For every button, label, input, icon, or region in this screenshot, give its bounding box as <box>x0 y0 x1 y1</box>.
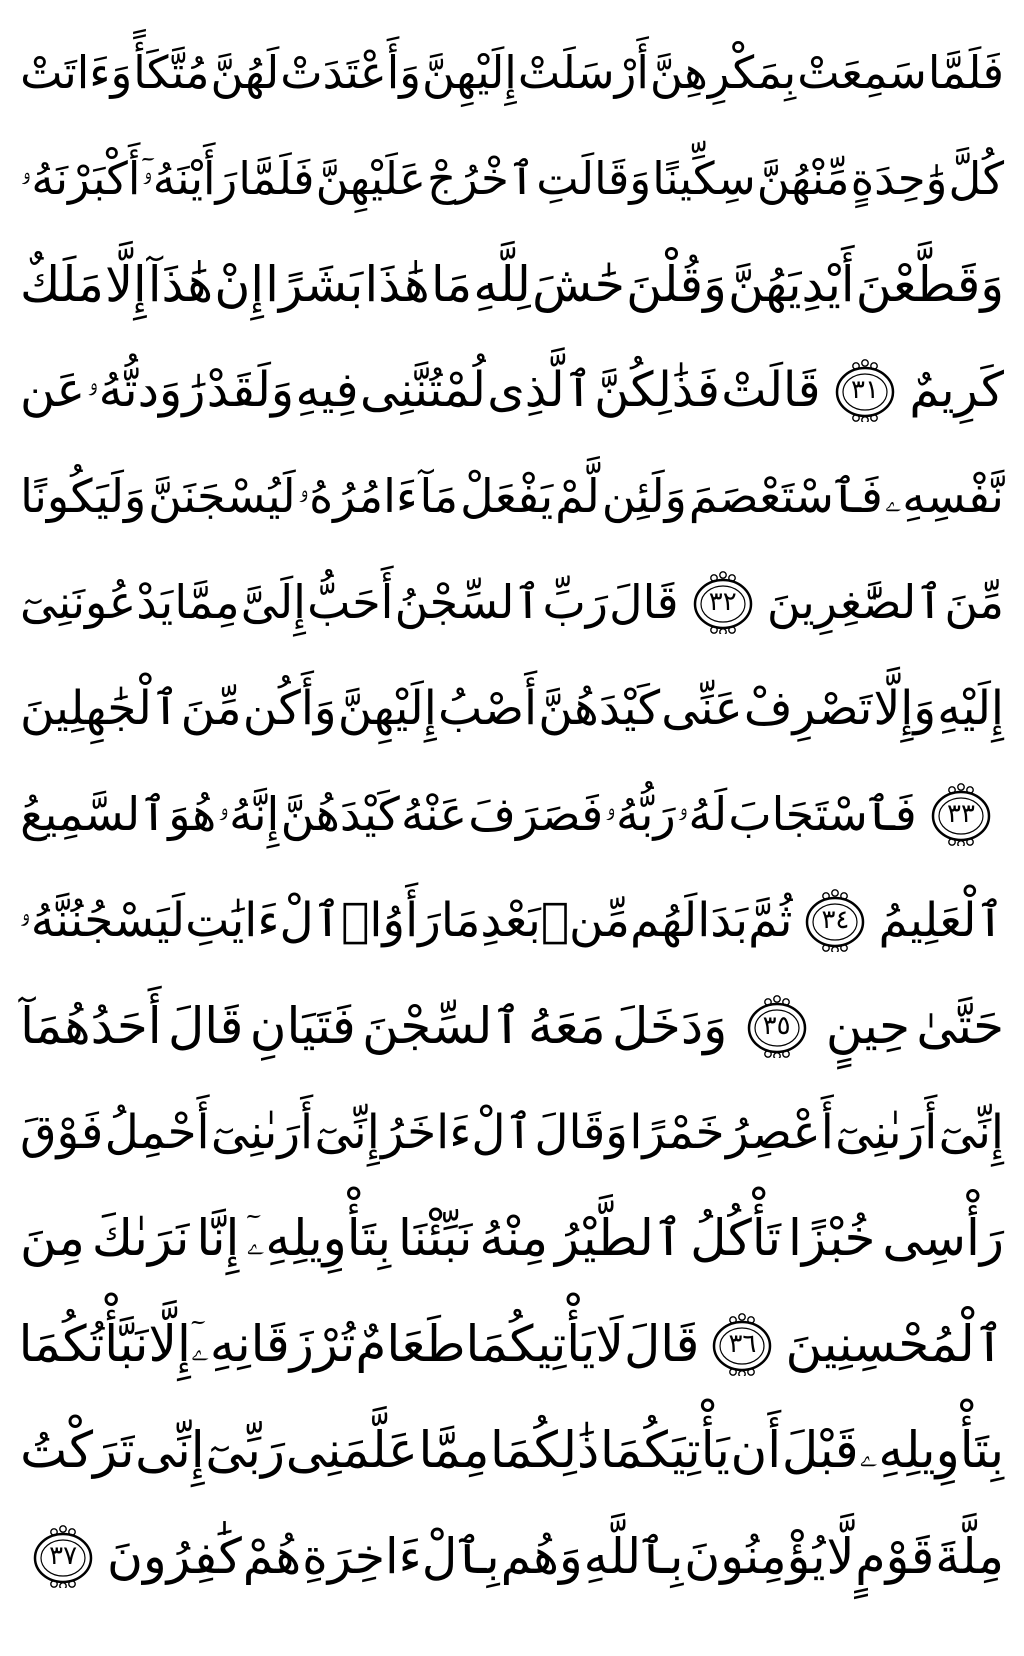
verse-word: عَنِّى <box>661 680 743 736</box>
ayah-number-marker <box>688 570 758 634</box>
verse-word: سَمِعَتْ <box>797 45 927 99</box>
verse-word: مِّنَ <box>944 575 1004 629</box>
verse-word: ذَٰلِكُمَا <box>490 1421 600 1479</box>
verse-word: فَصَرَفَ <box>468 787 604 841</box>
verse-word: لَيُسْجَنَنَّ <box>148 469 296 523</box>
verse-word: وَلَيَكُونًا <box>20 469 147 523</box>
verse-word: وَأَعْتَدَتْ <box>280 45 421 99</box>
verse-word: وَلَئِن <box>601 469 687 523</box>
verse-word: أَحَدُهُمَآ <box>20 997 162 1055</box>
verse-word: لِلَّهِ <box>473 255 531 313</box>
verse-word: إِنَّهُۥ <box>217 787 280 841</box>
verse-word: مُتَّكَأً <box>133 45 210 99</box>
verse-word: لَهُۥ <box>676 787 728 841</box>
verse-line <box>20 1504 1004 1608</box>
verse-word: إِنِّى <box>135 1421 205 1479</box>
verse-word: تَرَكْتُ <box>20 1421 135 1479</box>
verse-word: وَأَكُن <box>242 680 337 736</box>
verse-word: ٱلسَّمِيعُ <box>20 787 168 841</box>
verse-word: إِنَّا <box>196 1209 240 1267</box>
verse-word: مِلَّةَ <box>935 1527 1004 1585</box>
verse-word: ٱلْءَاخَرُ <box>381 1104 534 1160</box>
ayah-number: ٣٤ <box>821 905 850 935</box>
verse-line <box>20 1292 1004 1396</box>
verse-word: عَلَيْهِنَّ <box>315 151 426 205</box>
verse-word: ٱلسِّجْنَ <box>362 997 522 1055</box>
verse-word: فَلَمَّا <box>927 45 1004 99</box>
verse-word: عَنْهُ <box>401 787 468 841</box>
verse-line <box>20 1080 1004 1184</box>
verse-word: إِلَّا <box>148 1315 191 1373</box>
verse-word: حَٰشَ <box>532 255 625 313</box>
verse-word: مَآ <box>419 469 459 523</box>
verse-word: يَأْتِيكُمَا <box>465 1315 596 1373</box>
ayah-number: ٣٥ <box>762 1011 791 1041</box>
verse-word: ٱلصَّٰغِرِينَ <box>766 575 944 629</box>
verse-word: وَقَالَ <box>534 1104 629 1160</box>
verse-word: هُوَ <box>168 787 217 841</box>
verse-line <box>20 974 1004 1078</box>
verse-word: هَٰذَا <box>364 255 430 313</box>
verse-word: كُلَّ <box>948 151 1004 205</box>
verse-word: مِمَّا <box>418 1421 490 1479</box>
verse-word: ٱلْجَٰهِلِينَ <box>20 680 180 736</box>
verse-word: قَبْلَ <box>781 1421 859 1479</box>
verse-word: أَيْدِيَهُنَّ <box>728 255 855 313</box>
verse-word: بَدَا <box>697 892 749 948</box>
verse-word: فَتَيَانِ <box>249 997 356 1055</box>
verse-word: إِلَيْهِ <box>937 680 1004 736</box>
ayah-number-marker <box>707 1312 777 1376</box>
verse-word: بِٱللَّهِ <box>583 1527 684 1585</box>
verse-word: ثُمَّ <box>748 892 793 948</box>
verse-word: ءَامُرُهُۥ <box>297 469 418 523</box>
verse-word: ٱلَّذِى <box>487 362 593 418</box>
verse-word: أَحْمِلُ <box>104 1104 210 1160</box>
verse-word: رَبِّىٓ <box>205 1421 286 1479</box>
ayah-number: ٣٣ <box>947 799 975 829</box>
verse-word: لَا <box>595 1315 624 1373</box>
verse-line <box>20 550 1004 654</box>
verse-word: قَالَ <box>609 575 679 629</box>
verse-word: إِلَيْهِنَّ <box>422 45 517 99</box>
verse-word: ٱلْءَايَٰتِ <box>185 892 342 948</box>
verse-word: إِلَىَّ <box>240 575 306 629</box>
verse-word: ٱلْعَلِيمُ <box>878 892 1004 948</box>
verse-word: وَدَخَلَ <box>612 997 728 1055</box>
verse-line <box>20 868 1004 972</box>
verse-word: ٱلسِّجْنُ <box>394 575 542 629</box>
verse-word: كَٰفِرُونَ <box>107 1527 242 1585</box>
verse-word: مِّنۢ <box>540 892 630 948</box>
verse-word: إِنِّىٓ <box>314 1104 380 1160</box>
verse-word: ٱلْمُحْسِنِينَ <box>785 1315 1004 1373</box>
verse-word: إِنِّىٓ <box>938 1104 1004 1160</box>
verse-word: وَهُم <box>500 1527 583 1585</box>
verse-word: مِنْهُ <box>479 1209 549 1267</box>
verse-line <box>20 656 1004 760</box>
verse-word: بَعْدِ <box>480 892 541 948</box>
ayah-number: ٣٢ <box>708 587 737 617</box>
verse-word: مَا <box>430 255 473 313</box>
ayah-number-marker <box>742 994 812 1058</box>
verse-word: مِّنَ <box>180 680 242 736</box>
verse-word: رَأَوُا۟ <box>341 892 441 948</box>
verse-word: تَأْكُلُ <box>690 1209 781 1267</box>
verse-word: كَيْدَهُنَّ <box>538 680 661 736</box>
verse-word: رَأْسِى <box>882 1209 1004 1267</box>
verse-word: مِنَ <box>20 1209 85 1267</box>
verse-word: وَٰحِدَةٍ <box>850 151 948 205</box>
verse-word: لَّمْ <box>555 469 600 523</box>
verse-word: مَا <box>440 892 481 948</box>
verse-word: مَعَهُ <box>527 997 606 1055</box>
ayah-number-marker <box>926 782 996 846</box>
verse-line <box>20 444 1004 548</box>
verse-line <box>20 762 1004 866</box>
verse-word: نَرَىٰكَ <box>91 1209 190 1267</box>
verse-line <box>20 1186 1004 1290</box>
verse-word: رَٰوَدتُّهُۥ <box>86 362 206 418</box>
verse-word: مِّنْهُنَّ <box>756 151 850 205</box>
ayah-number: ٣٦ <box>728 1329 757 1359</box>
verse-word: مَلَكٌ <box>20 255 104 313</box>
verse-word: مِمَّا <box>174 575 240 629</box>
verse-word: رَبُّهُۥ <box>604 787 676 841</box>
verse-word: قَالَ <box>623 1315 700 1373</box>
verse-word: قَالَتْ <box>721 362 821 418</box>
verse-word: بِٱلْءَاخِرَةِ <box>302 1527 500 1585</box>
verse-word: حِينٍ <box>825 997 910 1055</box>
verse-word: وَلَقَدْ <box>206 362 295 418</box>
verse-word: رَبِّ <box>542 575 609 629</box>
verse-word: أَعْصِرُ <box>725 1104 834 1160</box>
verse-word: خُبْزًا <box>787 1209 876 1267</box>
verse-word: بَشَرًا <box>265 255 364 313</box>
verse-word: تَصْرِفْ <box>743 680 873 736</box>
verse-word: هُمْ <box>242 1527 302 1585</box>
verse-word: خَمْرًا <box>629 1104 725 1160</box>
verse-line <box>20 126 1004 230</box>
verse-line <box>20 20 1004 124</box>
verse-word: سِكِّينًا <box>652 151 756 205</box>
verse-line <box>20 338 1004 442</box>
verse-word: حَتَّىٰ <box>916 997 1004 1055</box>
verse-word: نَبَّأْتُكُمَا <box>18 1315 149 1373</box>
verse-word: أَكْبَرْنَهُۥ <box>20 151 141 205</box>
verse-word: نَبِّئْنَا <box>397 1209 473 1267</box>
verse-word: يَفْعَلْ <box>460 469 554 523</box>
verse-line <box>20 1398 1004 1502</box>
verse-word: وَقَطَّعْنَ <box>855 255 1004 313</box>
verse-word: أَرْسَلَتْ <box>517 45 649 99</box>
ayah-number-marker <box>830 358 900 422</box>
verse-word: تُرْزَقَانِهِۦٓ <box>190 1315 356 1373</box>
verse-word: وَقُلْنَ <box>626 255 727 313</box>
verse-word: إِنْ <box>214 255 264 313</box>
verse-word: عَلَّمَنِى <box>285 1421 418 1479</box>
verse-word: وَءَاتَتْ <box>20 45 133 99</box>
verse-word: فَلَمَّا <box>238 151 315 205</box>
verse-word: لَهُنَّ <box>210 45 280 99</box>
verse-word: كَيْدَهُنَّ <box>280 787 400 841</box>
verse-word: يَدْعُونَنِىٓ <box>20 575 174 629</box>
ayah-number-marker <box>28 1524 98 1588</box>
verse-word: كَرِيمٌ <box>909 362 1004 418</box>
verse-word: رَأَيْنَهُۥٓ <box>141 151 238 205</box>
verse-word: قَوْمٍ <box>855 1527 935 1585</box>
verse-word: طَعَامٌ <box>355 1315 466 1373</box>
verse-word: بِتَأْوِيلِهِۦٓ <box>246 1209 392 1267</box>
verse-word: أَن <box>730 1421 782 1479</box>
verse-word: أَصْبُ <box>437 680 538 736</box>
verse-word: فَذَٰلِكُنَّ <box>594 362 720 418</box>
ayah-number: ٣٧ <box>49 1541 78 1571</box>
verse-word: فَٱسْتَعْصَمَ <box>688 469 883 523</box>
verse-word: ٱلطَّيْرُ <box>554 1209 684 1267</box>
verse-word: إِلَيْهِنَّ <box>337 680 437 736</box>
verse-word: فَوْقَ <box>20 1104 104 1160</box>
verse-word: إِلَّا <box>105 255 147 313</box>
verse-word: فَٱسْتَجَابَ <box>728 787 917 841</box>
verse-word: أَرَىٰنِىٓ <box>835 1104 938 1160</box>
verse-word: لَيَسْجُنُنَّهُۥ <box>18 892 186 948</box>
verse-word: يَأْتِيَكُمَا <box>599 1421 730 1479</box>
verse-word: بِمَكْرِهِنَّ <box>649 45 797 99</box>
verse-word: بِتَأْوِيلِهِۦ <box>859 1421 1004 1479</box>
verse-word: لَّا <box>826 1527 855 1585</box>
verse-word: فِيهِ <box>295 362 359 418</box>
verse-word: هَٰذَآ <box>147 255 214 313</box>
verse-word: نَّفْسِهِۦ <box>884 469 1004 523</box>
verse-word: أَحَبُّ <box>307 575 394 629</box>
verse-word: عَن <box>20 362 86 418</box>
verse-word: يُؤْمِنُونَ <box>684 1527 826 1585</box>
verse-word: لُمْتُنَّنِى <box>359 362 486 418</box>
verse-word: وَقَالَتِ <box>536 151 652 205</box>
verse-word: أَرَىٰنِىٓ <box>210 1104 314 1160</box>
verse-word: وَإِلَّا <box>873 680 937 736</box>
verse-word: قَالَ <box>167 997 244 1055</box>
verse-line <box>20 232 1004 336</box>
verse-word: لَهُم <box>629 892 698 948</box>
verse-word: ٱخْرُجْ <box>427 151 536 205</box>
ayah-number-marker <box>800 888 870 952</box>
ayah-number: ٣١ <box>851 375 879 405</box>
